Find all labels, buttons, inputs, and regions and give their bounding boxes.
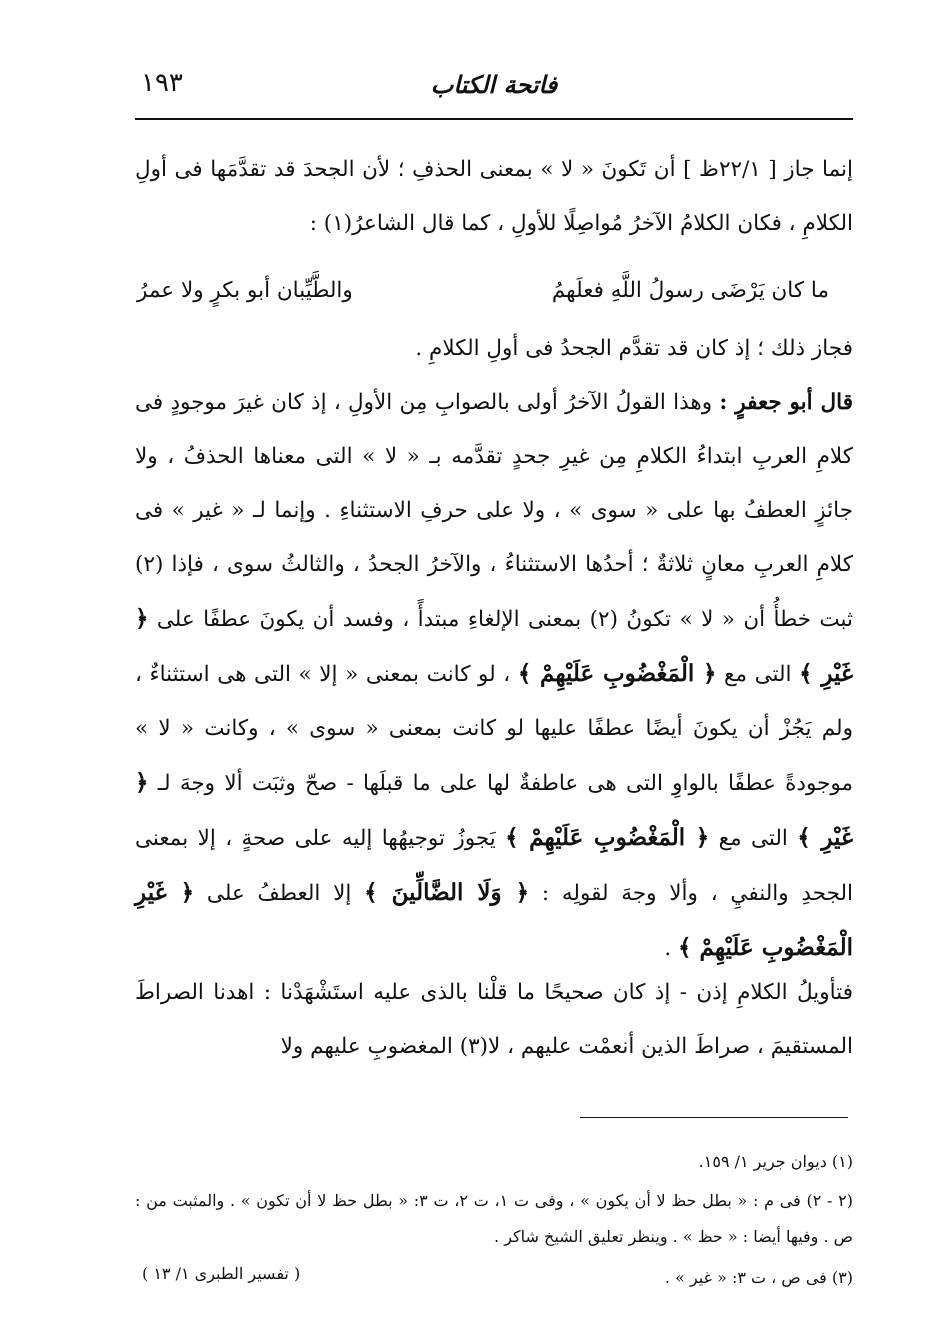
paragraph-4-text-a: وهذا القولُ الآخرُ أولى بالصوابِ مِن الأولِ ، إذ كان غيرَ موجودٍ فى كلامِ العربِ ابتداءُ الكلامِ مِن غيرِ جحدٍ تقدَّمه بـ « لا » التى معناها الحذفُ ، ولا جائزٍ العطفُ بها على « سوى » ، ولا على حرفِ الاستثناءِ . وإنما لـ « غير » فى كلامِ العربِ معانٍ ثلاثةٌ ؛ أحدُها الاستثناءُ ، والآخرُ الجحدُ ، والثالثُ سوى ، فإذا (٢) ثبت خطأُ أن « لا » تكونُ (٢) بمعنى الإلغاءِ مبتدأً ، وفسد أن يكونَ عطفًا على [135,390,853,632]
quran-quote-full: ﴿ غَيْرِ الْمَغْضُوبِ عَلَيْهِمْ ﴾ [135,879,853,961]
paragraph-4-text-c: ، لو كانت بمعنى « إلا » التى هى استثناءٌ ، ولم يَجُزْ أن يكونَ أيضًا عطفًا عليها لو كانت بمعنى « سوى » ، وكانت « لا » موجودةً عطفًا بالواوِ التى هى عاطفةٌ لها على ما قبلَها - صحّ وثبَت ألا وجهَ لـ [135,662,853,796]
paragraph-4-text-d: التى مع [709,826,798,851]
footnote-1: (١) ديوان جرير ١/ ١٥٩. [698,1152,853,1171]
header-rule [135,118,853,120]
paragraph-4 [135,376,853,976]
paragraph-3: فجاز ذلك ؛ إذ كان قد تقدَّم الجحدُ فى أولِ الكلامِ . [415,336,853,361]
footnote-3: (٣) فى ص ، ت ٣: « غير » . [664,1268,853,1287]
quran-quote-maghdub: ﴿ الْمَغْضُوبِ عَلَيْهِمْ ﴾ [517,660,717,687]
author-lead: قال أبو جعفرٍ : [719,390,853,415]
footnote-2: (٢ - ٢) فى م : « بطل حظ لا أن يكون » ، وفى ت ١، ت ٢، ت ٣: « بطل حظ لا أن تكون » . والمثبت من : ص . وفيها أيضا : « حظ » . وينظر تعليق الشيخ شاكر . [135,1191,854,1246]
quran-quote-maghdub: ﴿ الْمَغْضُوبِ عَلَيْهِمْ ﴾ [505,824,710,851]
poetry-verse [135,264,853,318]
paragraph-4-text-g: . [664,936,679,961]
quran-quote-ghayr: ﴿ غَيْرِ ﴾ [135,605,853,687]
running-title: فاتحة الكتاب [430,70,558,99]
verse-second-hemistich: والطَّيِّبان أبو بكرٍ ولا عمرُ [137,278,353,303]
footnote-rule [580,1117,848,1118]
paragraph-4-text-b: التى مع [716,662,800,687]
paragraph-1: إنما جاز [ ٢٢/١ظ ] أن تَكونَ « لا » بمعنى الحذفِ ؛ لأن الجحدَ قد تقدَّمَها فى أولِ الكلامِ ، فكان الكلامُ الآخرُ مُواصِلًا للأولِ ، كما قال الشاعرُ(١) : [135,157,853,236]
quran-quote-ghayr: ﴿ غَيْرِ ﴾ [135,769,853,851]
paragraph-4-text-e: يَجوزُ توجيهُها إليه على صحةٍ ، إلا بمعنى الجحدِ والنفيِ ، وألا وجهَ لقولِه : [135,826,853,906]
paragraph-4-text-f: إلا العطفُ على [194,881,365,906]
page-header [135,62,853,118]
volume-reference: ( تفسير الطبرى ١/ ١٣ ) [142,1264,301,1283]
paragraph-5: فتأويلُ الكلامِ إذن - إذ كان صحيحًا ما قلْنا بالذى عليه استَشْهَدْنا : اهدنا الصراطَ المستقيمَ ، صراطَ الذين أنعمْت عليهم ، لا(٣) المغضوبِ عليهم ولا [135,980,853,1059]
page-number: ١٩٣ [141,68,183,98]
verse-first-hemistich: ما كان يَرْضَى رسولُ اللَّهِ فعلَهمُ [551,278,829,303]
quran-quote-daallin: ﴿ وَلَا الضَّالِّينَ ﴾ [364,879,530,906]
